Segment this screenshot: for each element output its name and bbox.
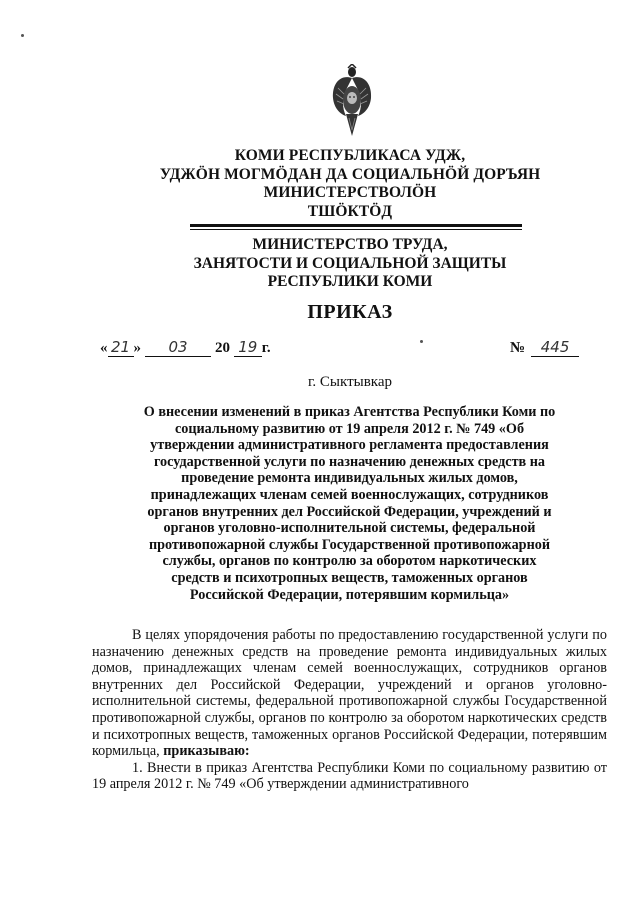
date-quote-close: » xyxy=(133,340,141,356)
order-title: ПРИКАЗ xyxy=(307,301,393,323)
order-number xyxy=(510,338,579,357)
subject-line: государственной услуги по назначению денежных средств на xyxy=(153,453,546,470)
subject-line: противопожарной службы Государственной противопожарной xyxy=(148,536,551,553)
subject-line: органов уголовно-исполнительной системы, федеральной xyxy=(163,520,536,537)
ru-title-line: РЕСПУБЛИКИ КОМИ xyxy=(267,273,433,290)
komi-title-line: КОМИ РЕСПУБЛИКАСА УДЖ, xyxy=(234,147,466,164)
subject-line: органов внутренних дел Российской Федерации, учреждений и xyxy=(147,503,552,520)
number-label: № xyxy=(510,340,526,356)
date-month: 03 xyxy=(145,338,211,357)
order-date xyxy=(100,338,271,357)
date-day: 21 xyxy=(108,338,134,357)
body-paragraph: 1. Внести в приказ Агентства Республики Коми по социальному развитию от 19 апреля 2012 г. № 749 «Об утверждении административного xyxy=(92,759,607,793)
order-body xyxy=(92,627,607,793)
subject-line: утверждении административного регламента предоставления xyxy=(150,437,549,454)
subject-line: принадлежащих членам семей военнослужащих, сотрудников xyxy=(150,486,549,503)
subject-line: службы, органов по контролю за оборотом наркотических xyxy=(162,553,537,570)
komi-title-line: МИНИСТЕРСТВОЛӦН xyxy=(263,184,437,201)
scan-speck xyxy=(420,340,423,343)
komi-title-line: УДЖӦН МОГМӦДАН ДА СОЦИАЛЬНӦЙ ДОРЪЯН xyxy=(159,165,541,183)
body-paragraph xyxy=(92,627,607,760)
ru-title-line: МИНИСТЕРСТВО ТРУДА, xyxy=(252,236,448,253)
paragraph-bold: приказываю: xyxy=(163,743,250,760)
subject-line: О внесении изменений в приказ Агентства Республики Коми по xyxy=(143,404,556,420)
komi-ministry-title xyxy=(140,147,560,221)
komi-title-line: ТШӦКТӦД xyxy=(307,202,393,220)
ru-title-line: ЗАНЯТОСТИ И СОЦИАЛЬНОЙ ЗАЩИТЫ xyxy=(193,254,507,272)
scan-speck xyxy=(21,34,24,37)
subject-line: Российской Федерации, потерявшим кормильца» xyxy=(189,586,510,603)
date-year-suffix: г. xyxy=(261,340,271,356)
date-year: 19 xyxy=(234,338,262,357)
paragraph-text: В целях упорядочения работы по предоставлению государственной услуги по назначению денежных средств на проведение ремонта индивидуальных жилых домов, принадлежащих членам семей военнослужащих, сотрудников органов внутренних дел Российской Федерации, учреждений и органов уголовно-исполнительной системы, федеральной противопожарной службы Государственной противопожарной службы, органов по контролю за оборотом наркотических средств и психотропных веществ, таможенных органов Российской Федерации, потерявшим кормильца, xyxy=(92,627,607,760)
subject-line: социальному развитию от 19 апреля 2012 г. № 749 «Об xyxy=(174,420,525,437)
header-divider-thin xyxy=(190,229,522,230)
date-year-prefix: 20 xyxy=(215,340,230,356)
russian-ministry-title xyxy=(140,236,560,292)
coat-of-arms-icon xyxy=(330,64,374,138)
number-value: 445 xyxy=(531,338,579,357)
city: г. Сыктывкар xyxy=(307,374,393,390)
order-subject xyxy=(92,404,607,603)
subject-line: проведение ремонта индивидуальных жилых домов, xyxy=(181,470,518,487)
header-divider-thick xyxy=(190,224,522,227)
subject-line: средств и психотропных веществ, таможенных органов xyxy=(171,569,528,586)
date-quote-open: « xyxy=(100,340,108,356)
